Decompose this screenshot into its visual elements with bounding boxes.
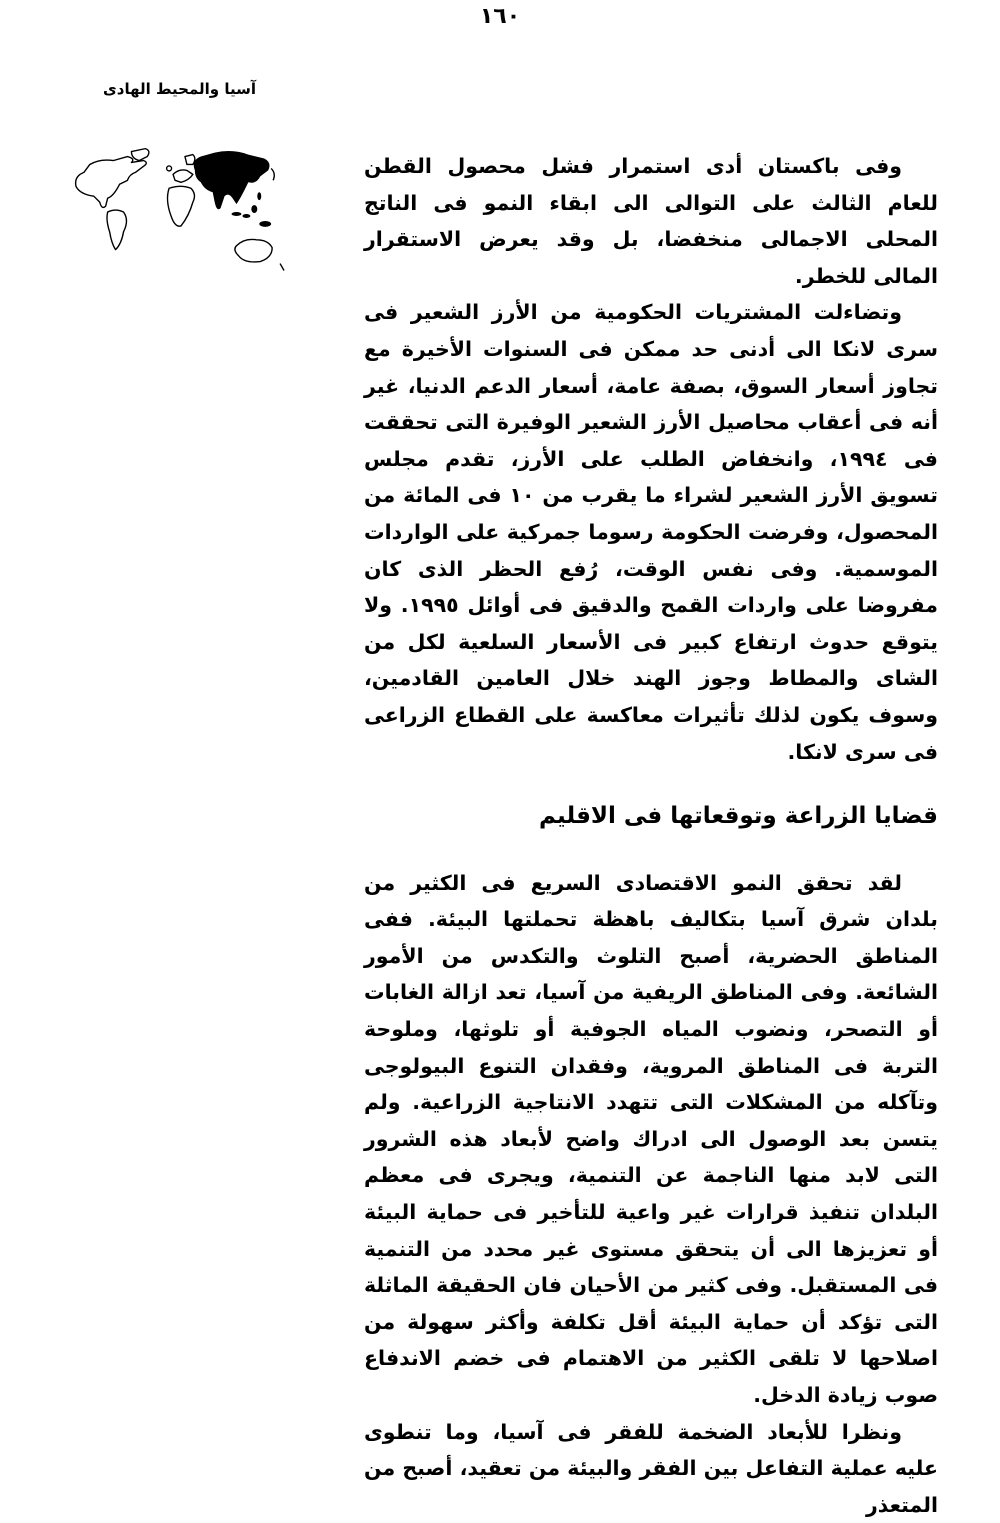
paragraph-pakistan-cotton: وفى باكستان أدى استمرار فشل محصول القطن للعام الثالث على التوالى الى ابقاء النمو فى الناتج المحلى الاجمالى منخفضا، بل وقد يعرض الاستقرار المالى للخطر. [364,154,938,288]
body-text-column [364,148,938,1523]
map-asia-highlight [194,151,270,209]
map-borneo [251,205,257,213]
map-uk [167,166,172,171]
map-sumatra [232,212,242,216]
map-north-america [76,157,147,208]
map-south-america [107,210,126,250]
map-australia [235,239,272,262]
map-philippines [257,192,261,200]
paragraph-srilanka-rice: وتضاءلت المشتريات الحكومية من الأرز الشعير فى سرى لانكا الى أدنى حد ممكن فى السنوات الأخيرة مع تجاوز أسعار السوق، بصفة عامة، أسعار الدعم الدنيا، غير أنه فى أعقاب محاصيل الأرز الشعير الوفيرة التى تحققت فى ١٩٩٤، وانخفاض الطلب على الأرز، تقدم مجلس تسويق الأرز الشعير لشراء ما يقرب من ١٠ فى المائة من المحصول، وفرضت الحكومة رسوما جمركية على الواردات الموسمية. وفى نفس الوقت، رُفع الحظر الذى كان مفروضا على واردات القمح والدقيق فى أوائل ١٩٩٥. ولا يتوقع حدوث ارتفاع كبير فى الأسعار السلعية لكل من الشاى والمطاط وجوز الهند خلال العامين القادمين، وسوف يكون لذلك تأثيرات معاكسة على القطاع الزراعى فى سرى لانكا. [364,300,938,764]
running-header: آسيا والمحيط الهادى [103,80,256,98]
map-africa [168,186,195,226]
map-europe [173,170,193,182]
map-greenland [131,149,148,161]
map-japan [271,168,274,180]
section-heading-agriculture-issues: قضايا الزراعة وتوقعاتها فى الاقليم [539,803,938,830]
map-scandinavia [185,155,195,165]
world-map-svg [70,146,288,286]
world-map-asia-pacific-icon [70,146,288,286]
map-new-zealand [280,264,284,271]
page-number: ١٦٠ [479,4,521,29]
paragraph-east-asia-environment: لقد تحقق النمو الاقتصادى السريع فى الكثير من بلدان شرق آسيا بتكاليف باهظة تحملتها البيئة. ففى المناطق الحضرية، أصبح التلوث والتكدس من الأمور الشائعة. وفى المناطق الريفية من آسيا، تعد ازالة الغابات أو التصحر، ونضوب المياه الجوفية أو تلوثها، وملوحة التربة فى المناطق المروية، وفقدان التنوع البيولوجى وتآكله من المشكلات التى تتهدد الانتاجية الزراعية. ولم يتسن بعد الوصول الى ادراك واضح لأبعاد هذه الشرور التى لابد منها الناجمة عن التنمية، ويجرى فى معظم البلدان تنفيذ قرارات غير واعية للتأخير فى حماية البيئة أو تعزيزها الى أن يتحقق مستوى غير محدد من التنمية فى المستقبل. وفى كثير من الأحيان فان الحقيقة الماثلة التى تؤكد أن حماية البيئة أقل تكلفة وأكثر سهولة من اصلاحها لا تلقى الكثير من الاهتمام فى خضم الاندفاع صوب زيادة الدخل. [364,870,938,1407]
map-java [242,214,250,218]
map-new-guinea [259,221,271,227]
paragraph-poverty-environment: ونظرا للأبعاد الضخمة للفقر فى آسيا، وما تنطوى عليه عملية التفاعل بين الفقر والبيئة من تعقيد، أصبح من المتعذر [364,1419,938,1517]
